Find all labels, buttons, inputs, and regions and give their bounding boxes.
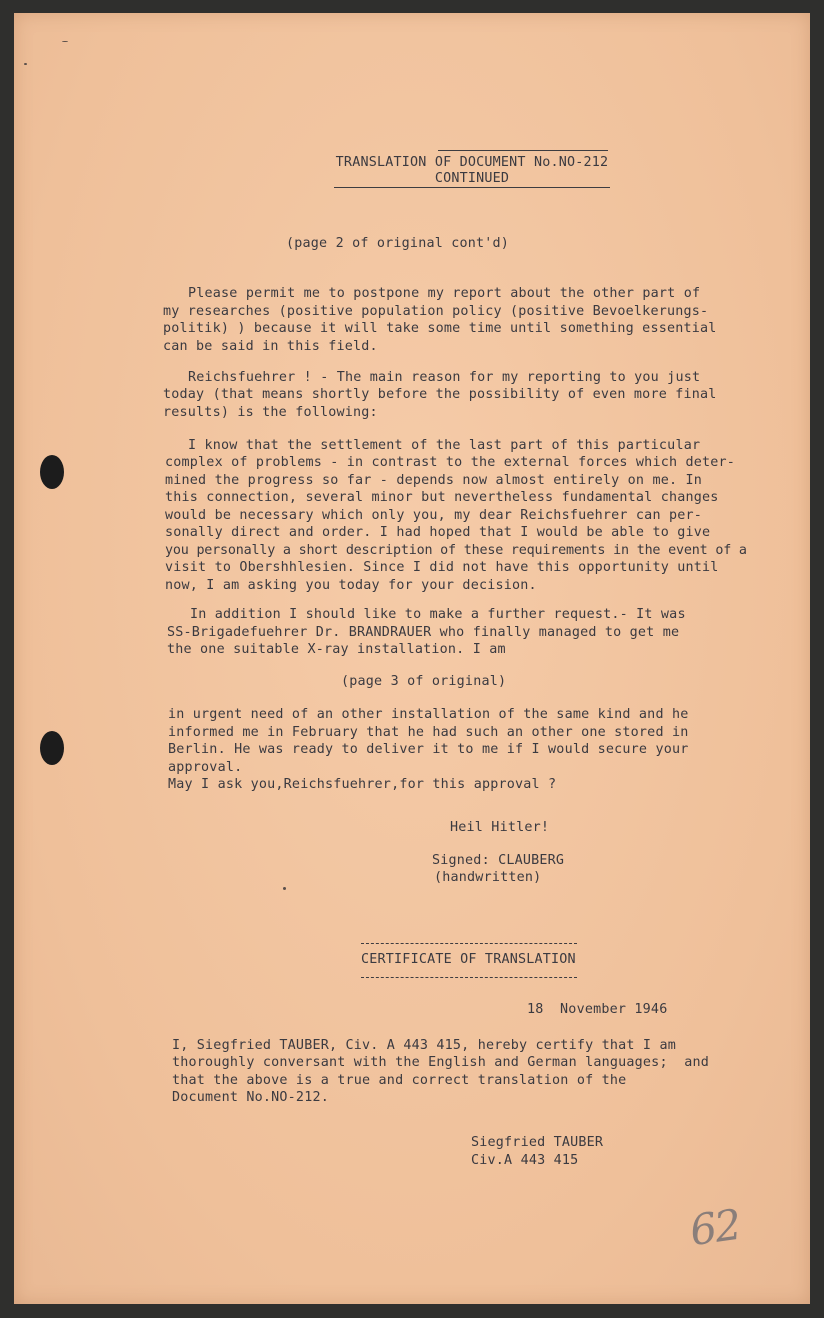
document-page bbox=[14, 13, 810, 1304]
punch-hole-bottom bbox=[40, 731, 64, 765]
text-line: I, Siegfried TAUBER, Civ. A 443 415, hereby certify that I am bbox=[172, 1038, 676, 1053]
title-rule-bottom bbox=[334, 187, 610, 188]
ink-fleck bbox=[62, 41, 68, 42]
text-line: that the above is a true and correct translation of the bbox=[172, 1073, 627, 1088]
text-line: Reichsfuehrer ! - The main reason for my reporting to you just bbox=[188, 370, 701, 385]
document-subtitle: CONTINUED bbox=[434, 171, 510, 186]
text-line: Please permit me to postpone my report about the other part of bbox=[188, 286, 701, 301]
text-line: can be said in this field. bbox=[163, 339, 378, 354]
text-line: informed me in February that he had such an other one stored in bbox=[168, 725, 689, 740]
text-line: approval. bbox=[168, 760, 243, 775]
text-line: visit to Obershhlesien. Since I did not have this opportunity until bbox=[165, 560, 719, 575]
translator-name: Siegfried TAUBER bbox=[471, 1135, 604, 1150]
certificate-heading: CERTIFICATE OF TRANSLATION bbox=[361, 952, 576, 967]
text-line: the one suitable X-ray installation. I am bbox=[167, 642, 506, 657]
title-rule-top bbox=[438, 150, 608, 151]
text-line: in urgent need of an other installation of the same kind and he bbox=[168, 707, 689, 722]
text-line: this connection, several minor but nevertheless fundamental changes bbox=[165, 490, 719, 505]
text-line: politik) ) because it will take some time until something essential bbox=[163, 321, 717, 336]
text-line: you personally a short description of these requirements in the event of a bbox=[165, 543, 747, 558]
text-line: sonally direct and order. I had hoped that I would be able to give bbox=[165, 525, 711, 540]
text-line: Berlin. He was ready to deliver it to me if I would secure your bbox=[168, 742, 689, 757]
text-line: mined the progress so far - depends now almost entirely on me. In bbox=[165, 473, 703, 488]
text-line: complex of problems - in contrast to the external forces which deter- bbox=[165, 455, 736, 470]
ink-fleck bbox=[24, 63, 27, 65]
certificate-rule-bottom bbox=[361, 977, 577, 978]
page-reference-3: (page 3 of original) bbox=[341, 674, 507, 689]
punch-hole-top bbox=[40, 455, 64, 489]
document-title: TRANSLATION OF DOCUMENT No.NO-212 bbox=[335, 155, 609, 170]
text-line: In addition I should like to make a further request.- It was bbox=[190, 607, 686, 622]
text-line: today (that means shortly before the possibility of even more final bbox=[163, 387, 717, 402]
text-line: Document No.NO-212. bbox=[172, 1090, 329, 1105]
handwritten-page-number: 62 bbox=[686, 1199, 743, 1256]
text-line: my researches (positive population policy (positive Bevoelkerungs- bbox=[163, 304, 709, 319]
text-line: May I ask you,Reichsfuehrer,for this approval ? bbox=[168, 777, 557, 792]
certificate-date: 18 November 1946 bbox=[527, 1002, 668, 1017]
text-line: would be necessary which only you, my dear Reichsfuehrer can per- bbox=[165, 508, 703, 523]
text-line: now, I am asking you today for your decision. bbox=[165, 578, 537, 593]
signature-line: Signed: CLAUBERG bbox=[432, 853, 565, 868]
ink-fleck bbox=[283, 887, 286, 890]
text-line: thoroughly conversant with the English and German languages; and bbox=[172, 1055, 710, 1070]
text-line: results) is the following: bbox=[163, 405, 378, 420]
text-line: I know that the settlement of the last part of this particular bbox=[188, 438, 701, 453]
signature-note: (handwritten) bbox=[434, 870, 542, 885]
translator-id: Civ.A 443 415 bbox=[471, 1153, 579, 1168]
certificate-rule-top bbox=[361, 943, 577, 944]
salutation: Heil Hitler! bbox=[450, 820, 550, 835]
text-line: SS-Brigadefuehrer Dr. BRANDRAUER who finally managed to get me bbox=[167, 625, 680, 640]
page-reference-2: (page 2 of original cont'd) bbox=[286, 236, 510, 251]
